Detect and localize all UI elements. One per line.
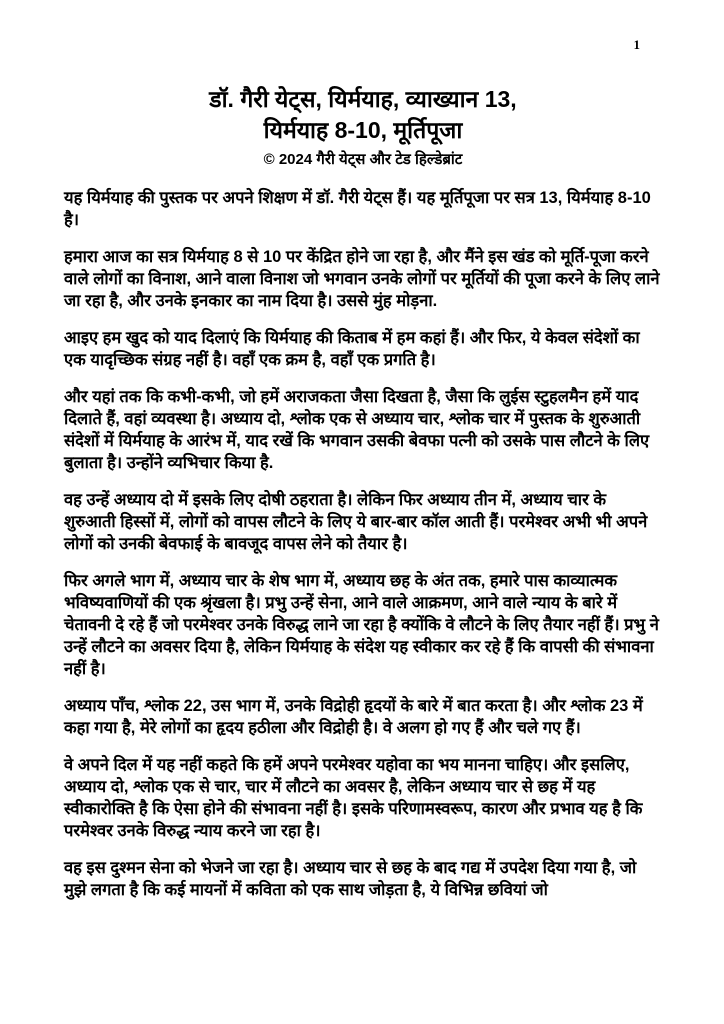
body-paragraph-1: यह यिर्मयाह की पुस्तक पर अपने शिक्षण में डॉ. गैरी येट्स हैं। यह मूर्तिपूजा पर सत्र 13, यिर्मयाह 8-10 है। [64, 189, 651, 229]
body-paragraph-2: हमारा आज का सत्र यिर्मयाह 8 से 10 पर केंद्रित होने जा रहा है, और मैंने इस खंड को मूर्ति-पूजा करने वाले लोगों का विनाश, आने वाला विनाश जो भगवान उनके लोगों पर मूर्तियों की पूजा करने के लिए लाने जा रहा है, और उनके इनकार का नाम दिया है। उससे मुंह मोड़ना. [64, 248, 660, 310]
body-paragraph-7: अध्याय पाँच, श्लोक 22, उस भाग में, उनके विद्रोही हृदयों के बारे में बात करता है। और श्लोक 23 में कहा गया है, मेरे लोगों का हृदय हठीला और विद्रोही है। वे अलग हो गए हैं और चले गए हैं। [64, 697, 643, 737]
body-paragraph-4: और यहां तक कि कभी-कभी, जो हमें अराजकता जैसा दिखता है, जैसा कि लुईस स्टुहलमैन हमें याद दिलाते हैं, वहां व्यवस्था है। अध्याय दो, श्लोक एक से अध्याय चार, श्लोक चार में पुस्तक के शुरुआती संदेशों में यिर्मयाह के आरंभ में, याद रखें कि भगवान उसकी बेवफा पत्नी को उसके पास लौटने के लिए बुलाता है। उन्होंने व्यभिचार किया है. [64, 388, 650, 472]
body-paragraph-5: वह उन्हें अध्याय दो में इसके लिए दोषी ठहराता है। लेकिन फिर अध्याय तीन में, अध्याय चार के शुरुआती हिस्सों में, लोगों को वापस लौटने के लिए ये बार-बार कॉल आती हैं। परमेश्वर अभी भी अपने लोगों को उनकी बेवफाई के बावजूद वापस लेने को तैयार है। [64, 491, 648, 553]
page-number: 1 [633, 37, 640, 52]
document-title-line-2: यिर्मयाह 8-10, मूर्तिपूजा [263, 117, 463, 143]
body-paragraph-8: वे अपने दिल में यह नहीं कहते कि हमें अपने परमेश्वर यहोवा का भय मानना चाहिए। और इसलिए, अध्याय दो, श्लोक एक से चार, चार में लौटने का अवसर है, लेकिन अध्याय चार से छह में यह स्वीकारोक्ति है कि ऐसा होने की संभावना नहीं है। इसके परिणामस्वरूप, कारण और प्रभाव यह है कि परमेश्वर उनके विरुद्ध न्याय करने जा रहा है। [64, 756, 643, 840]
body-paragraph-3: आइए हम खुद को याद दिलाएं कि यिर्मयाह की किताब में हम कहां हैं। और फिर, ये केवल संदेशों का एक यादृच्छिक संग्रह नहीं है। वहाँ एक क्रम है, वहाँ एक प्रगति है। [64, 329, 640, 369]
body-paragraph-9: वह इस दुश्मन सेना को भेजने जा रहा है। अध्याय चार से छह के बाद गद्य में उपदेश दिया गया है, जो मुझे लगता है कि कई मायनों में कविता को एक साथ जोड़ता है, ये विभिन्न छवियां जो [64, 859, 637, 899]
document-body [64, 187, 662, 901]
copyright-line: © 2024 गैरी येट्स और टेड हिल्डेब्रांट [263, 151, 463, 168]
document-title-line-1: डॉ. गैरी येट्स, यिर्मयाह, व्याख्यान 13, [209, 86, 517, 112]
title-block [64, 84, 662, 170]
body-paragraph-6: फिर अगले भाग में, अध्याय चार के शेष भाग में, अध्याय छह के अंत तक, हमारे पास काव्यात्मक भविष्यवाणियों की एक श्रृंखला है। प्रभु उन्हें सेना, आने वाले आक्रमण, आने वाले न्याय के बारे में चेतावनी दे रहे हैं जो परमेश्वर उनके विरुद्ध लाने जा रहा है क्योंकि वे लौटने के लिए तैयार नहीं हैं। प्रभु ने उन्हें लौटने का अवसर दिया है, लेकिन यिर्मयाह के संदेश यह स्वीकार कर रहे हैं कि वापसी की संभावना नहीं है। [64, 572, 659, 678]
